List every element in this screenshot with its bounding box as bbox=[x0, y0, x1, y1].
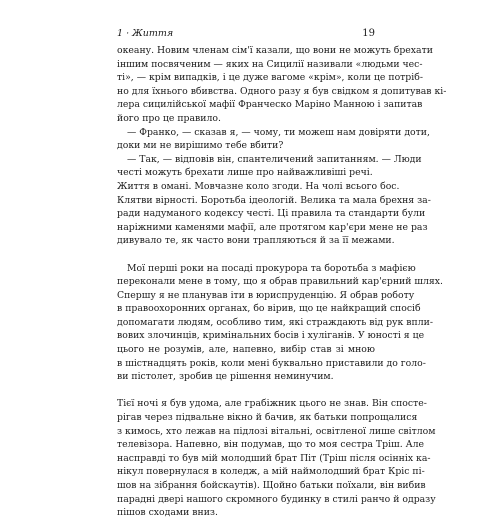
text-line: допомагати людям, особливо тим, які страждають від рук впли- bbox=[117, 316, 433, 328]
text-line: з кимось, хто лежав на підлозі вітальні, освітленої лише світлом bbox=[117, 425, 436, 437]
text-line: Мої перші роки на посаді прокурора та боротьба з мафією bbox=[127, 262, 416, 274]
paragraph-4 bbox=[117, 180, 431, 248]
paragraph-spacer bbox=[117, 248, 375, 262]
paragraph-3 bbox=[117, 153, 422, 180]
text-line: іншим посвяченим — яких на Сицилії називали «людьми чес- bbox=[117, 58, 423, 70]
text-line: честі можуть брехати лише про найважливіші речі. bbox=[117, 167, 373, 179]
paragraph-2 bbox=[117, 126, 430, 153]
body-text bbox=[117, 44, 447, 520]
text-line: наріжними каменями мафії, але протягом кар'єри мене не раз bbox=[117, 221, 428, 233]
text-line: Тієї ночі я був удома, але грабіжник цього не знав. Він спосте- bbox=[117, 398, 427, 410]
chapter-title: 1 · Життя bbox=[117, 27, 174, 39]
page-number: 19 bbox=[362, 27, 375, 39]
text-line: ради надуманого кодексу честі. Ці правила та стандарти були bbox=[117, 208, 426, 220]
text-line: Спершу я не планував іти в юриспруденцію. Я обрав роботу bbox=[117, 289, 415, 301]
text-line: шов на зібрання бойскаутів). Щойно батьки поїхали, він вибив bbox=[117, 480, 426, 491]
text-line: океану. Новим членам сім'ї казали, що вони не можуть брехати bbox=[117, 45, 433, 56]
text-line: ви пістолет, зробив це рішення неминучим. bbox=[117, 371, 334, 383]
paragraph-6 bbox=[117, 397, 436, 519]
paragraph-spacer bbox=[117, 384, 375, 398]
text-line: Життя в омані. Мовчазне коло згоди. На чолі всього бос. bbox=[117, 180, 400, 192]
text-line: но для їхнього вбивства. Одного разу я був свідком я допитував кі- bbox=[117, 85, 447, 97]
text-line: лера сицилійської мафії Франческо Маріно Манною і запитав bbox=[117, 99, 423, 111]
text-line: рігав через підвальне вікно й бачив, як батьки попрощалися bbox=[117, 412, 418, 424]
text-line: цього не розумів, але, напевно, вибір став зі мною bbox=[117, 344, 375, 356]
text-line: ті», — крім випадків, і це дуже вагоме «крім», коли це потріб- bbox=[117, 72, 423, 84]
text-line: парадні двері нашого скромного будинку в стилі ранчо й одразу bbox=[117, 493, 436, 505]
text-line: — Так, — відповів він, спантеличений запитанням. — Люди bbox=[127, 153, 422, 165]
text-line: дивувало те, як часто вони трапляються й за її межами. bbox=[117, 235, 395, 247]
text-line: його про це правило. bbox=[117, 112, 221, 124]
text-line: нікул повернулася в коледж, а мій наймолодший брат Кріс пі- bbox=[117, 466, 425, 478]
text-line: в шістнадцять років, коли мені буквально приставили до голо- bbox=[117, 357, 426, 369]
paragraph-1 bbox=[117, 44, 447, 126]
text-line: доки ми не вирішимо тебе вбити? bbox=[117, 140, 284, 152]
running-head bbox=[117, 26, 375, 40]
text-line: переконали мене в тому, що я обрав правильний кар'єрний шлях. bbox=[117, 276, 443, 288]
text-line: телевізора. Напевно, він подумав, що то моя сестра Тріш. Але bbox=[117, 439, 425, 451]
paragraph-5 bbox=[117, 262, 443, 384]
text-line: насправді то був мій молодший брат Піт (Тріш після осінніх ка- bbox=[117, 452, 431, 464]
text-line: вових злочинців, кримінальних босів і хуліганів. У юності я це bbox=[117, 330, 425, 342]
text-line: в правоохоронних органах, бо вірив, що це найкращий спосіб bbox=[117, 303, 421, 315]
text-line: Клятви вірності. Боротьба ідеологій. Велика та мала брехня за- bbox=[117, 194, 431, 206]
text-line: — Франко, — сказав я, — чому, ти можеш нам довіряти доти, bbox=[127, 126, 430, 138]
text-line: пішов сходами вниз. bbox=[117, 507, 218, 519]
